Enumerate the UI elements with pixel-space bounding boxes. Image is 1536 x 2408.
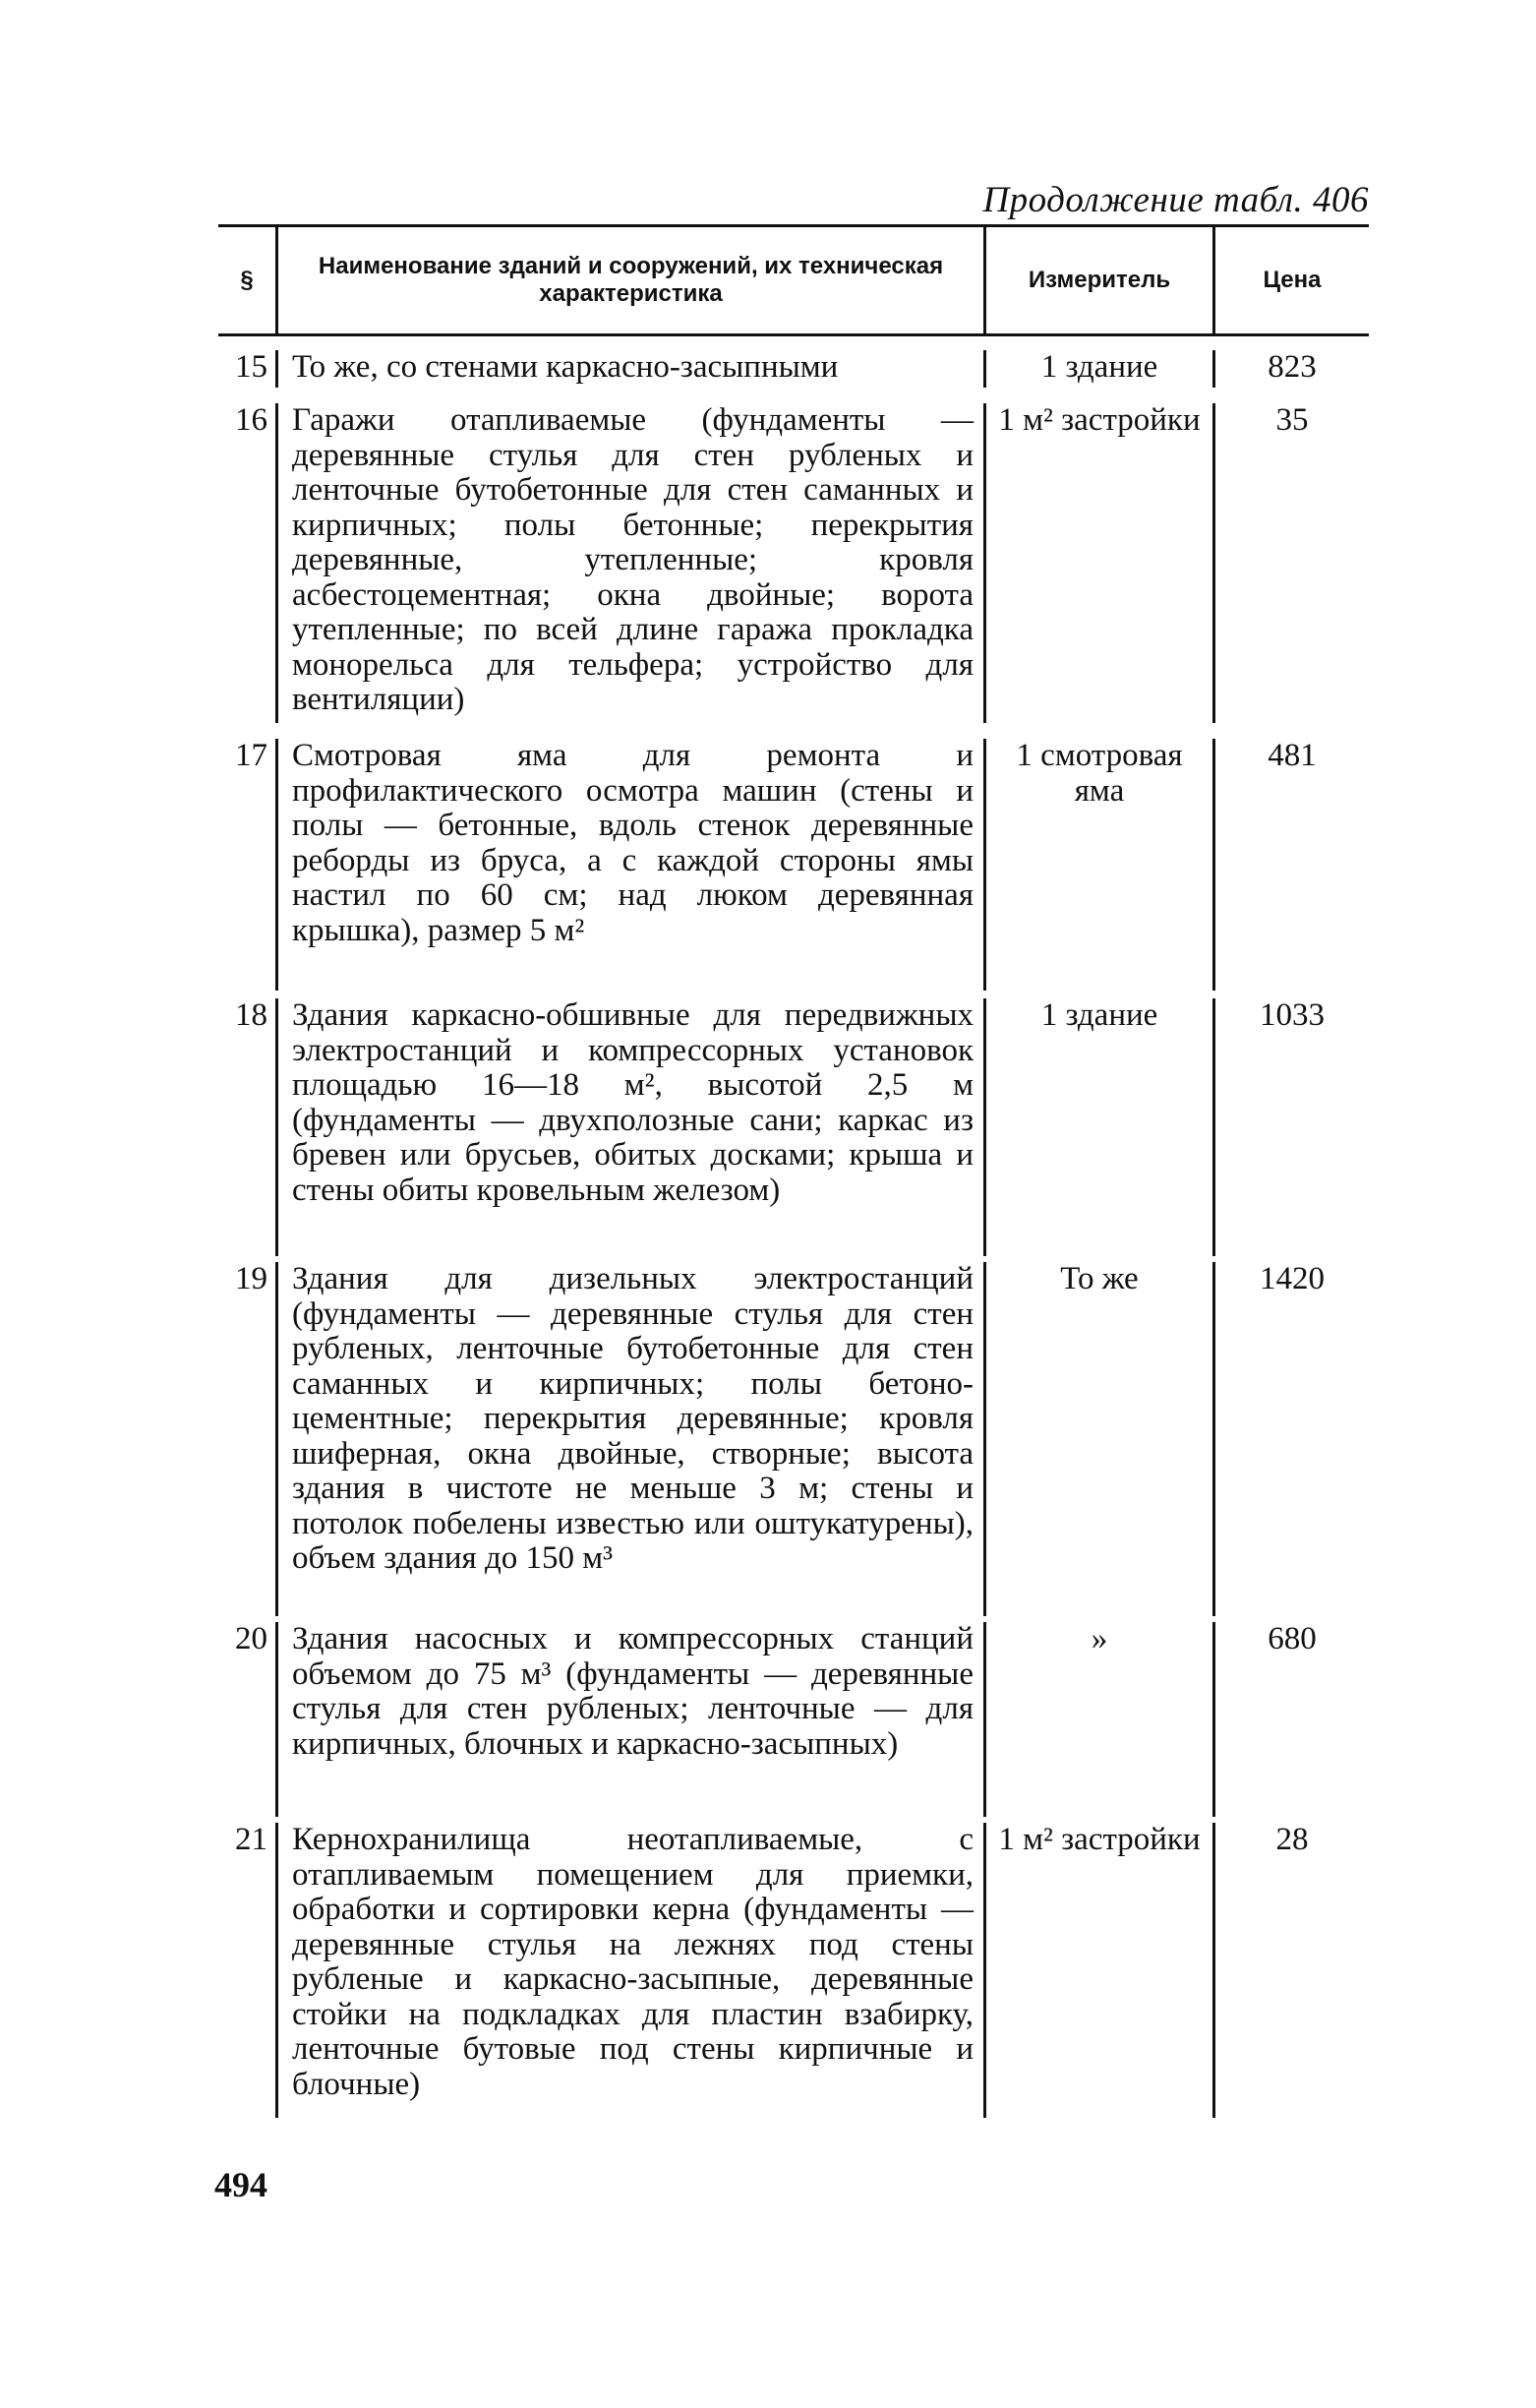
- table-row: [218, 1817, 1369, 2118]
- row-name: Смотровая яма для ремонта и профилактического осмотра машин (стены и полы — бетонные, вдоль стенок деревянные реборды из бруса, а с каждой стороны ямы настил по 60 см; над люком деревянная крышка), размер 5 м²: [275, 739, 983, 991]
- table-caption: Продолжение табл. 406: [982, 180, 1369, 220]
- header-section-number: §: [240, 267, 254, 294]
- table-body: [218, 336, 1369, 2118]
- row-price: 823: [1212, 350, 1369, 388]
- header-price: Цена: [1212, 227, 1369, 333]
- table-row: [218, 1256, 1369, 1616]
- row-name: Кернохранилища неотапливаемые, с отапливаемым помещением для приемки, обработки и сортировки керна (фундаменты — деревянные стулья на лежнях под стены рубленые и каркасно-засыпные, деревянные стойки на подкладках для пластин взабирку, ленточные бутовые под стены кирпичные и блочные): [275, 1823, 983, 2118]
- row-number: 21: [235, 1822, 267, 1857]
- table-header: [218, 227, 1369, 336]
- table-row: [218, 388, 1369, 723]
- row-number: 20: [235, 1621, 267, 1656]
- price-table: [218, 224, 1369, 2118]
- row-number: 17: [235, 738, 267, 773]
- row-unit: 1 м² застройки: [983, 1823, 1212, 2118]
- row-unit: 1 смотровая яма: [983, 739, 1212, 991]
- header-unit: Измеритель: [983, 227, 1212, 333]
- row-name: Здания каркасно-обшивные для передвижных электростанций и компрессорных установок площадью 16—18 м², высотой 2,5 м (фундаменты — двухполозные сани; каркас из бревен или брусьев, обитых досками; крыша и стены обиты кровельным железом): [275, 998, 983, 1256]
- header-name: Наименование зданий и сооружений, их техническая характеристика: [275, 227, 983, 333]
- row-price: 1420: [1212, 1262, 1369, 1616]
- table-row: [218, 991, 1369, 1256]
- row-price: 28: [1212, 1823, 1369, 2118]
- row-price: 680: [1212, 1622, 1369, 1817]
- row-number: 16: [235, 402, 267, 438]
- row-unit: 1 здание: [983, 998, 1212, 1256]
- row-unit: То же: [983, 1262, 1212, 1616]
- row-price: 481: [1212, 739, 1369, 991]
- row-name: Здания для дизельных электростанций (фундаменты — деревянные стулья для стен рубленых, ленточные бутобетонные для стен саманных и кирпичных; полы бетоно-цементные; перекрытия деревянные; кровля шиферная, окна двойные, створные; высота здания в чистоте не меньше 3 м; стены и потолок побелены известью или оштукатурены), объем здания до 150 м³: [275, 1262, 983, 1616]
- row-name: То же, со стенами каркасно-засыпными: [275, 350, 983, 388]
- table-row: [218, 723, 1369, 991]
- row-name: Гаражи отапливаемые (фундаменты — деревянные стулья для стен рубленых и ленточные бутобетонные для стен саманных и кирпичных; полы бетонные; перекрытия деревянные, утепленные; кровля асбестоцементная; окна двойные; ворота утепленные; по всей длине гаража прокладка монорельса для тельфера; устройство для вентиляции): [275, 403, 983, 723]
- row-number: 15: [235, 349, 267, 385]
- page-number: 494: [214, 2165, 267, 2204]
- table-row: [218, 336, 1369, 388]
- row-unit: 1 здание: [983, 350, 1212, 388]
- row-number: 18: [235, 997, 267, 1033]
- table-row: [218, 1616, 1369, 1817]
- row-number: 19: [235, 1261, 267, 1296]
- row-unit: »: [983, 1622, 1212, 1817]
- row-price: 1033: [1212, 998, 1369, 1256]
- row-unit: 1 м² застройки: [983, 403, 1212, 723]
- row-price: 35: [1212, 403, 1369, 723]
- row-name: Здания насосных и компрессорных станций объемом до 75 м³ (фундаменты — деревянные стулья для стен рубленых; ленточные — для кирпичных, блочных и каркасно-засыпных): [275, 1622, 983, 1817]
